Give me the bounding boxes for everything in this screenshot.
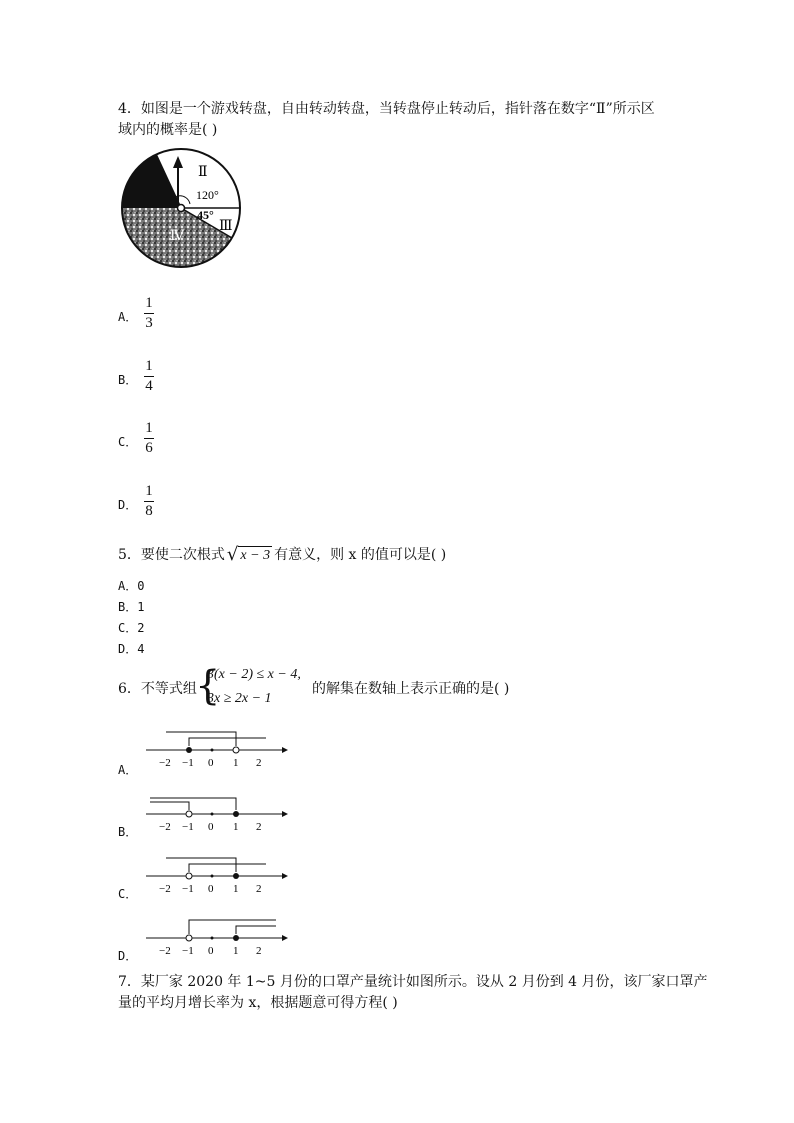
q6-inequality-1: 3(x − 2) ≤ x − 4, [207,667,301,682]
q5-option-a[interactable]: A．0 [118,579,145,593]
denominator: 6 [145,440,153,456]
svg-text:−2: −2 [159,945,171,957]
q6-suffix: 的解集在数轴上表示正确的是( ) [312,681,510,697]
q6-option-b-numberline[interactable] [146,792,292,836]
q4-option-a-letter[interactable]: A． [118,310,138,324]
q4-option-b-letter[interactable]: B． [118,373,138,387]
svg-text:2: 2 [256,821,262,833]
sqrt-expression [227,545,272,565]
q6-option-d-letter[interactable]: D． [118,949,138,963]
svg-text:−1: −1 [182,757,194,769]
svg-text:−1: −1 [182,945,194,957]
q4-option-c-fraction[interactable] [144,420,154,457]
q6-prefix: 6．不等式组 [118,681,197,697]
label-120: 120° [196,188,219,202]
label-iii: Ⅲ [219,219,233,234]
denominator: 4 [145,378,153,394]
svg-text:0: 0 [208,757,214,769]
q4-option-d-fraction[interactable] [144,483,154,520]
q6-option-c-letter[interactable]: C． [118,887,138,901]
numerator: 1 [145,295,153,311]
svg-text:2: 2 [256,883,262,895]
q4-option-b-fraction[interactable] [144,358,154,395]
q6-option-d-numberline[interactable] [146,916,292,960]
svg-text:1: 1 [233,821,239,833]
brace-icon: { [195,663,221,709]
q4-option-d-letter[interactable]: D． [118,498,138,512]
svg-text:−2: −2 [159,883,171,895]
denominator: 8 [145,503,153,519]
svg-text:−1: −1 [182,821,194,833]
svg-text:0: 0 [208,945,214,957]
q5-option-c[interactable]: C．2 [118,621,145,635]
q6-inequality-2: 3x ≥ 2x − 1 [207,691,272,706]
q5-text [118,543,446,567]
numerator: 1 [145,358,153,374]
svg-text:1: 1 [233,757,239,769]
q5-option-d[interactable]: D．4 [118,642,145,656]
label-45: 45° [197,208,214,222]
svg-text:1: 1 [233,945,239,957]
svg-text:2: 2 [256,945,262,957]
q5-suffix: 有意义，则 x 的值可以是( ) [274,547,447,563]
svg-text:0: 0 [208,883,214,895]
spinner-figure [118,146,248,276]
label-ii: Ⅱ [198,165,208,180]
q4-option-c-letter[interactable]: C． [118,435,138,449]
sqrt-radicand: x − 3 [240,548,271,563]
sqrt-icon: √ [226,544,239,565]
q4-option-a-fraction[interactable] [144,295,154,332]
svg-text:−2: −2 [159,821,171,833]
q4-text-line1: 4．如图是一个游戏转盘，自由转动转盘，当转盘停止转动后，指针落在数字“Ⅱ”所示区 [118,101,655,117]
q6-option-c-numberline[interactable] [146,854,292,898]
svg-text:0: 0 [208,821,214,833]
q6-option-a-numberline[interactable] [146,728,292,772]
q7-text-line1: 7．某厂家 2020 年 1~5 月份的口罩产量统计如图所示。设从 2 月份到 4 月份，该厂家口罩产 [118,974,708,990]
denominator: 3 [145,315,153,331]
svg-text:−2: −2 [159,757,171,769]
svg-text:−1: −1 [182,883,194,895]
q4-text-line2: 域内的概率是( ) [118,122,218,138]
numerator: 1 [145,420,153,436]
numerator: 1 [145,483,153,499]
q5-option-b[interactable]: B．1 [118,600,145,614]
q7-text-line2: 量的平均月增长率为 x，根据题意可得方程( ) [118,995,398,1011]
label-iv: Ⅳ [170,229,184,244]
q5-prefix: 5．要使二次根式 [118,547,225,563]
svg-text:1: 1 [233,883,239,895]
q6-option-b-letter[interactable]: B． [118,825,138,839]
q6-option-a-letter[interactable]: A． [118,763,138,777]
svg-text:2: 2 [256,757,262,769]
